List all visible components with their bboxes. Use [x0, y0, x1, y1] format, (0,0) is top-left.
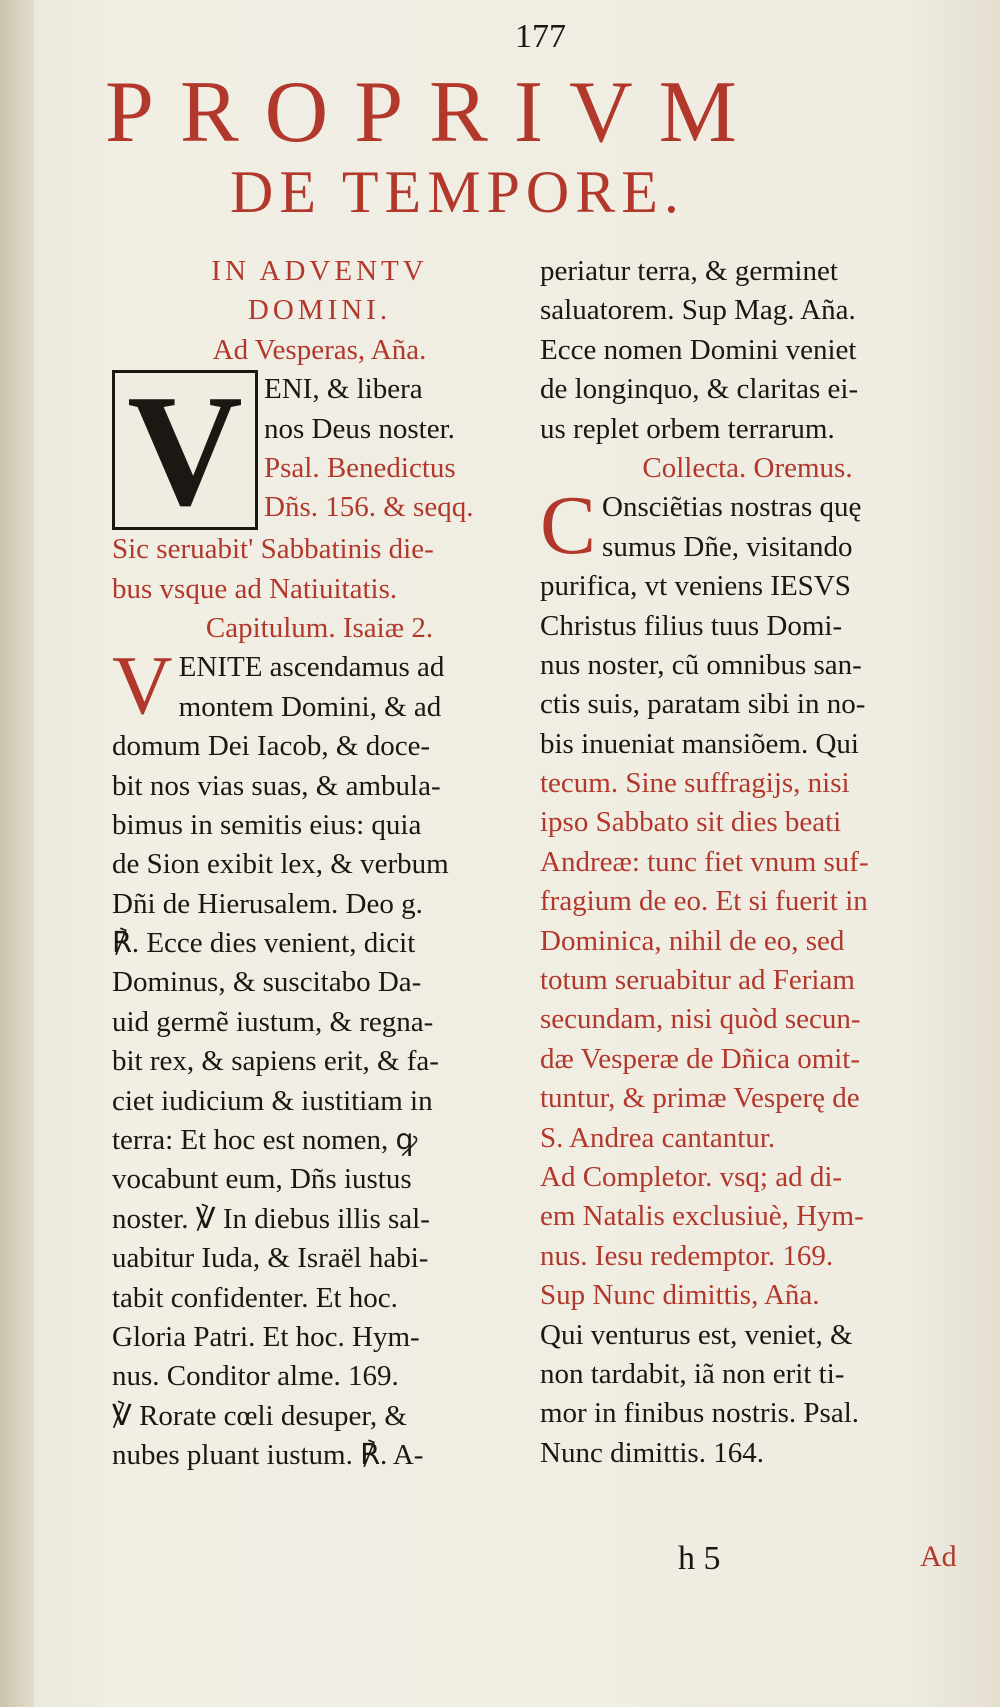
left-column — [112, 252, 527, 1476]
text-line: nus noster, cũ omnibus san- — [540, 648, 862, 681]
text-line: Onsciẽtias nostras quę — [602, 491, 862, 524]
text-line: uid germẽ iustum, & regna- — [112, 1005, 434, 1038]
capitulum-heading: Capitulum. Isaiæ 2. — [205, 611, 434, 644]
text-line: vocabunt eum, Dñs iustus — [112, 1163, 412, 1196]
rubric-line: tuntur, & primæ Vesperę de — [540, 1082, 860, 1115]
rubric-line: Ad Completor. vsq; ad di- — [540, 1160, 843, 1193]
collecta-heading: Collecta. Oremus. — [642, 451, 853, 484]
red-initial: C — [540, 479, 597, 573]
text-line: saluatorem. Sup Mag. Aña. — [540, 294, 856, 327]
text-line: ENI, & libera — [264, 373, 423, 406]
text-line: Gloria Patri. Et hoc. Hym- — [112, 1320, 420, 1353]
text-line: nos Deus noster. — [264, 412, 455, 445]
text-line: Qui venturus est, veniet, & — [540, 1318, 853, 1351]
rubric-line: dæ Vesperæ de Dñica omit- — [540, 1042, 861, 1075]
text-line: bis inueniat mansiõem. Qui — [540, 727, 859, 760]
rubric-line: secundam, nisi quòd secun- — [540, 1003, 861, 1036]
rubric-line: Psal. Benedictus — [264, 451, 456, 484]
section-subheading: DOMINI. — [247, 294, 392, 327]
versicle-line: ℣ Rorate cœli desuper, & — [112, 1399, 407, 1432]
text-line: nubes pluant iustum. ℟. A- — [112, 1439, 424, 1472]
red-initial: V — [112, 639, 173, 733]
text-line: Ecce nomen Domini veniet — [540, 333, 857, 366]
section-heading: IN ADVENTV — [211, 255, 428, 287]
ornamental-initial-letter: V — [127, 361, 243, 540]
rubric-line: Sup Nunc dimittis, Aña. — [540, 1279, 820, 1312]
rubric-line: nus. Iesu redemptor. 169. — [540, 1239, 834, 1272]
signature-mark: h 5 — [678, 1540, 721, 1577]
rubric-line: Sic seruabit' Sabbatinis die- — [112, 533, 434, 566]
text-line: Nunc dimittis. 164. — [540, 1436, 764, 1469]
text-line: ENITE ascendamus ad — [178, 651, 445, 684]
text-line: terra: Et hoc est nomen, ꝙ — [112, 1124, 418, 1157]
catchword: Ad — [920, 1540, 957, 1573]
rubric-line: Dñs. 156. & seqq. — [264, 491, 474, 524]
text-line: bit nos vias suas, & ambula- — [112, 769, 441, 802]
text-line: domum Dei Iacob, & doce- — [112, 730, 431, 763]
text-line: uabitur Iuda, & Israël habi- — [112, 1242, 429, 1275]
collecta-paragraph — [540, 479, 955, 573]
responsory-line: ℟. Ecce dies venient, dicit — [112, 927, 416, 960]
text-line: sumus Dñe, visitando — [602, 530, 853, 563]
text-line: Christus filius tuus Domi- — [540, 609, 843, 642]
rubric-line: bus vsque ad Natiuitatis. — [112, 572, 398, 605]
text-line: nus. Conditor alme. 169. — [112, 1360, 399, 1393]
text-line: mor in finibus nostris. Psal. — [540, 1397, 860, 1430]
text-line: montem Domini, & ad — [178, 690, 442, 723]
rubric-line: totum seruabitur ad Feriam — [540, 964, 855, 997]
rubric-line: em Natalis exclusiuè, Hym- — [540, 1200, 864, 1233]
right-column — [540, 252, 955, 1473]
text-line: Dominus, & suscitabo Da- — [112, 966, 422, 999]
text-line: non tardabit, iã non erit ti- — [540, 1357, 845, 1390]
rubric-line: Andreæ: tunc fiet vnum suf- — [540, 845, 869, 878]
text-line: ciet iudicium & iustitiam in — [112, 1084, 433, 1117]
text-line: bimus in semitis eius: quia — [112, 808, 422, 841]
capitulum-paragraph — [112, 639, 527, 733]
rubric-line: Dominica, nihil de eo, sed — [540, 924, 845, 957]
text-line: purifica, vt veniens IESVS — [540, 570, 851, 603]
rubric-line: fragium de eo. Et si fuerit in — [540, 885, 868, 918]
text-line: tabit confidenter. Et hoc. — [112, 1281, 398, 1314]
text-line: noster. ℣ In diebus illis sal- — [112, 1202, 430, 1235]
text-line: de Sion exibit lex, & verbum — [112, 848, 449, 881]
rubric-line: tecum. Sine suffragijs, nisi — [540, 767, 850, 800]
rubric: Ad Vesperas, Aña. — [212, 333, 427, 366]
text-line: us replet orbem terrarum. — [540, 412, 835, 445]
page-gutter — [0, 0, 34, 1707]
text-line: Dñi de Hierusalem. Deo g. — [112, 887, 423, 920]
ornamental-initial — [112, 361, 258, 540]
page-number: 177 — [515, 18, 566, 55]
title-line-1: PROPRIVM — [105, 64, 763, 161]
text-line: ctis suis, paratam sibi in no- — [540, 688, 866, 721]
dropcap-paragraph — [112, 361, 527, 540]
title-line-2: DE TEMPORE. — [230, 159, 685, 225]
rubric-line: ipso Sabbato sit dies beati — [540, 806, 842, 839]
rubric-line: S. Andrea cantantur. — [540, 1121, 776, 1154]
text-line: periatur terra, & germinet — [540, 255, 838, 287]
text-line: bit rex, & sapiens erit, & fa- — [112, 1045, 439, 1078]
text-line: de longinquo, & claritas ei- — [540, 373, 859, 406]
